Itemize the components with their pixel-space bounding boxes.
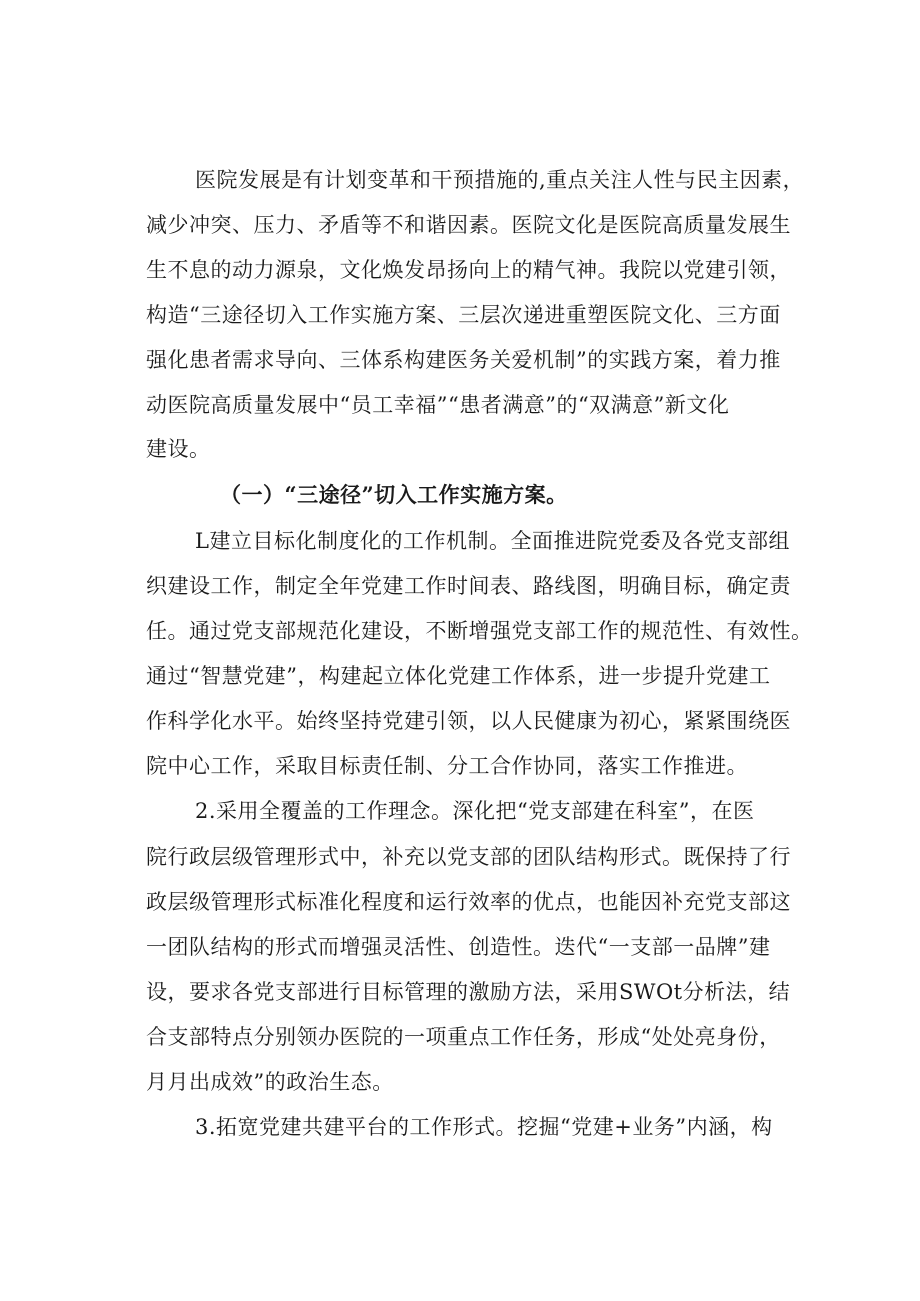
item2-line-3: 政层级管理形式标准化程度和运行效率的优点，也能因补充党支部这 [146,890,791,914]
item1-line-6: 院中心工作，采取目标责任制、分工合作协同，落实工作推进。 [146,754,748,778]
section-heading: （一）“三途径”切入工作实施方案。 [220,482,568,507]
item2-line-4: 一团队结构的形式而增强灵活性、创造性。迭代“一支部一品牌”建 [146,935,771,959]
item1-line-3: 任。通过党支部规范化建设，不断增强党支部工作的规范性、有效性。 [146,619,813,643]
item1-line-1: L建立目标化制度化的工作机制。全面推进院党委及各党支部组 [195,529,790,553]
intro-line-6: 动医院高质量发展中“员工幸福”“患者满意”的“双满意”新文化 [146,393,730,417]
intro-line-3: 生不息的动力源泉，文化焕发昂扬向上的精气神。我院以党建引领， [146,258,791,282]
intro-line-2: 减少冲突、压力、矛盾等不和谐因素。医院文化是医院高质量发展生 [146,213,791,237]
item1-line-2: 织建设工作，制定全年党建工作时间表、路线图，明确目标，确定责 [146,574,791,598]
item3-line-1: 3.拓宽党建共建平台的工作形式。挖掘“党建+业务”内涵，构 [195,1115,773,1139]
item2-line-2: 院行政层级管理形式中，补充以党支部的团队结构形式。既保持了行 [146,845,791,869]
item1-line-4: 通过“智慧党建”，构建起立体化党建工作体系，进一步提升党建工 [146,664,771,688]
intro-line-5: 强化患者需求导向、三体系构建医务关爱机制”的实践方案，着力推 [146,348,781,372]
intro-line-7: 建设。 [146,437,211,461]
item1-line-5: 作科学化水平。始终坚持党建引领，以人民健康为初心，紧紧围绕医 [146,709,791,733]
item2-line-5: 设，要求各党支部进行目标管理的激励方法，采用SWOt分析法，结 [146,980,791,1004]
item2-line-7: 月月出成效”的政治生态。 [146,1070,394,1094]
intro-line-1: 医院发展是有计划变革和干预措施的,重点关注人性与民主因素， [195,168,805,192]
item2-line-6: 合支部特点分别领办医院的一项重点工作任务，形成“处处亮身份， [146,1025,781,1049]
intro-line-4: 构造“三途径切入工作实施方案、三层次递进重塑医院文化、三方面 [146,303,781,327]
item2-line-1: 2.采用全覆盖的工作理念。深化把“党支部建在科室”，在医 [195,799,755,823]
